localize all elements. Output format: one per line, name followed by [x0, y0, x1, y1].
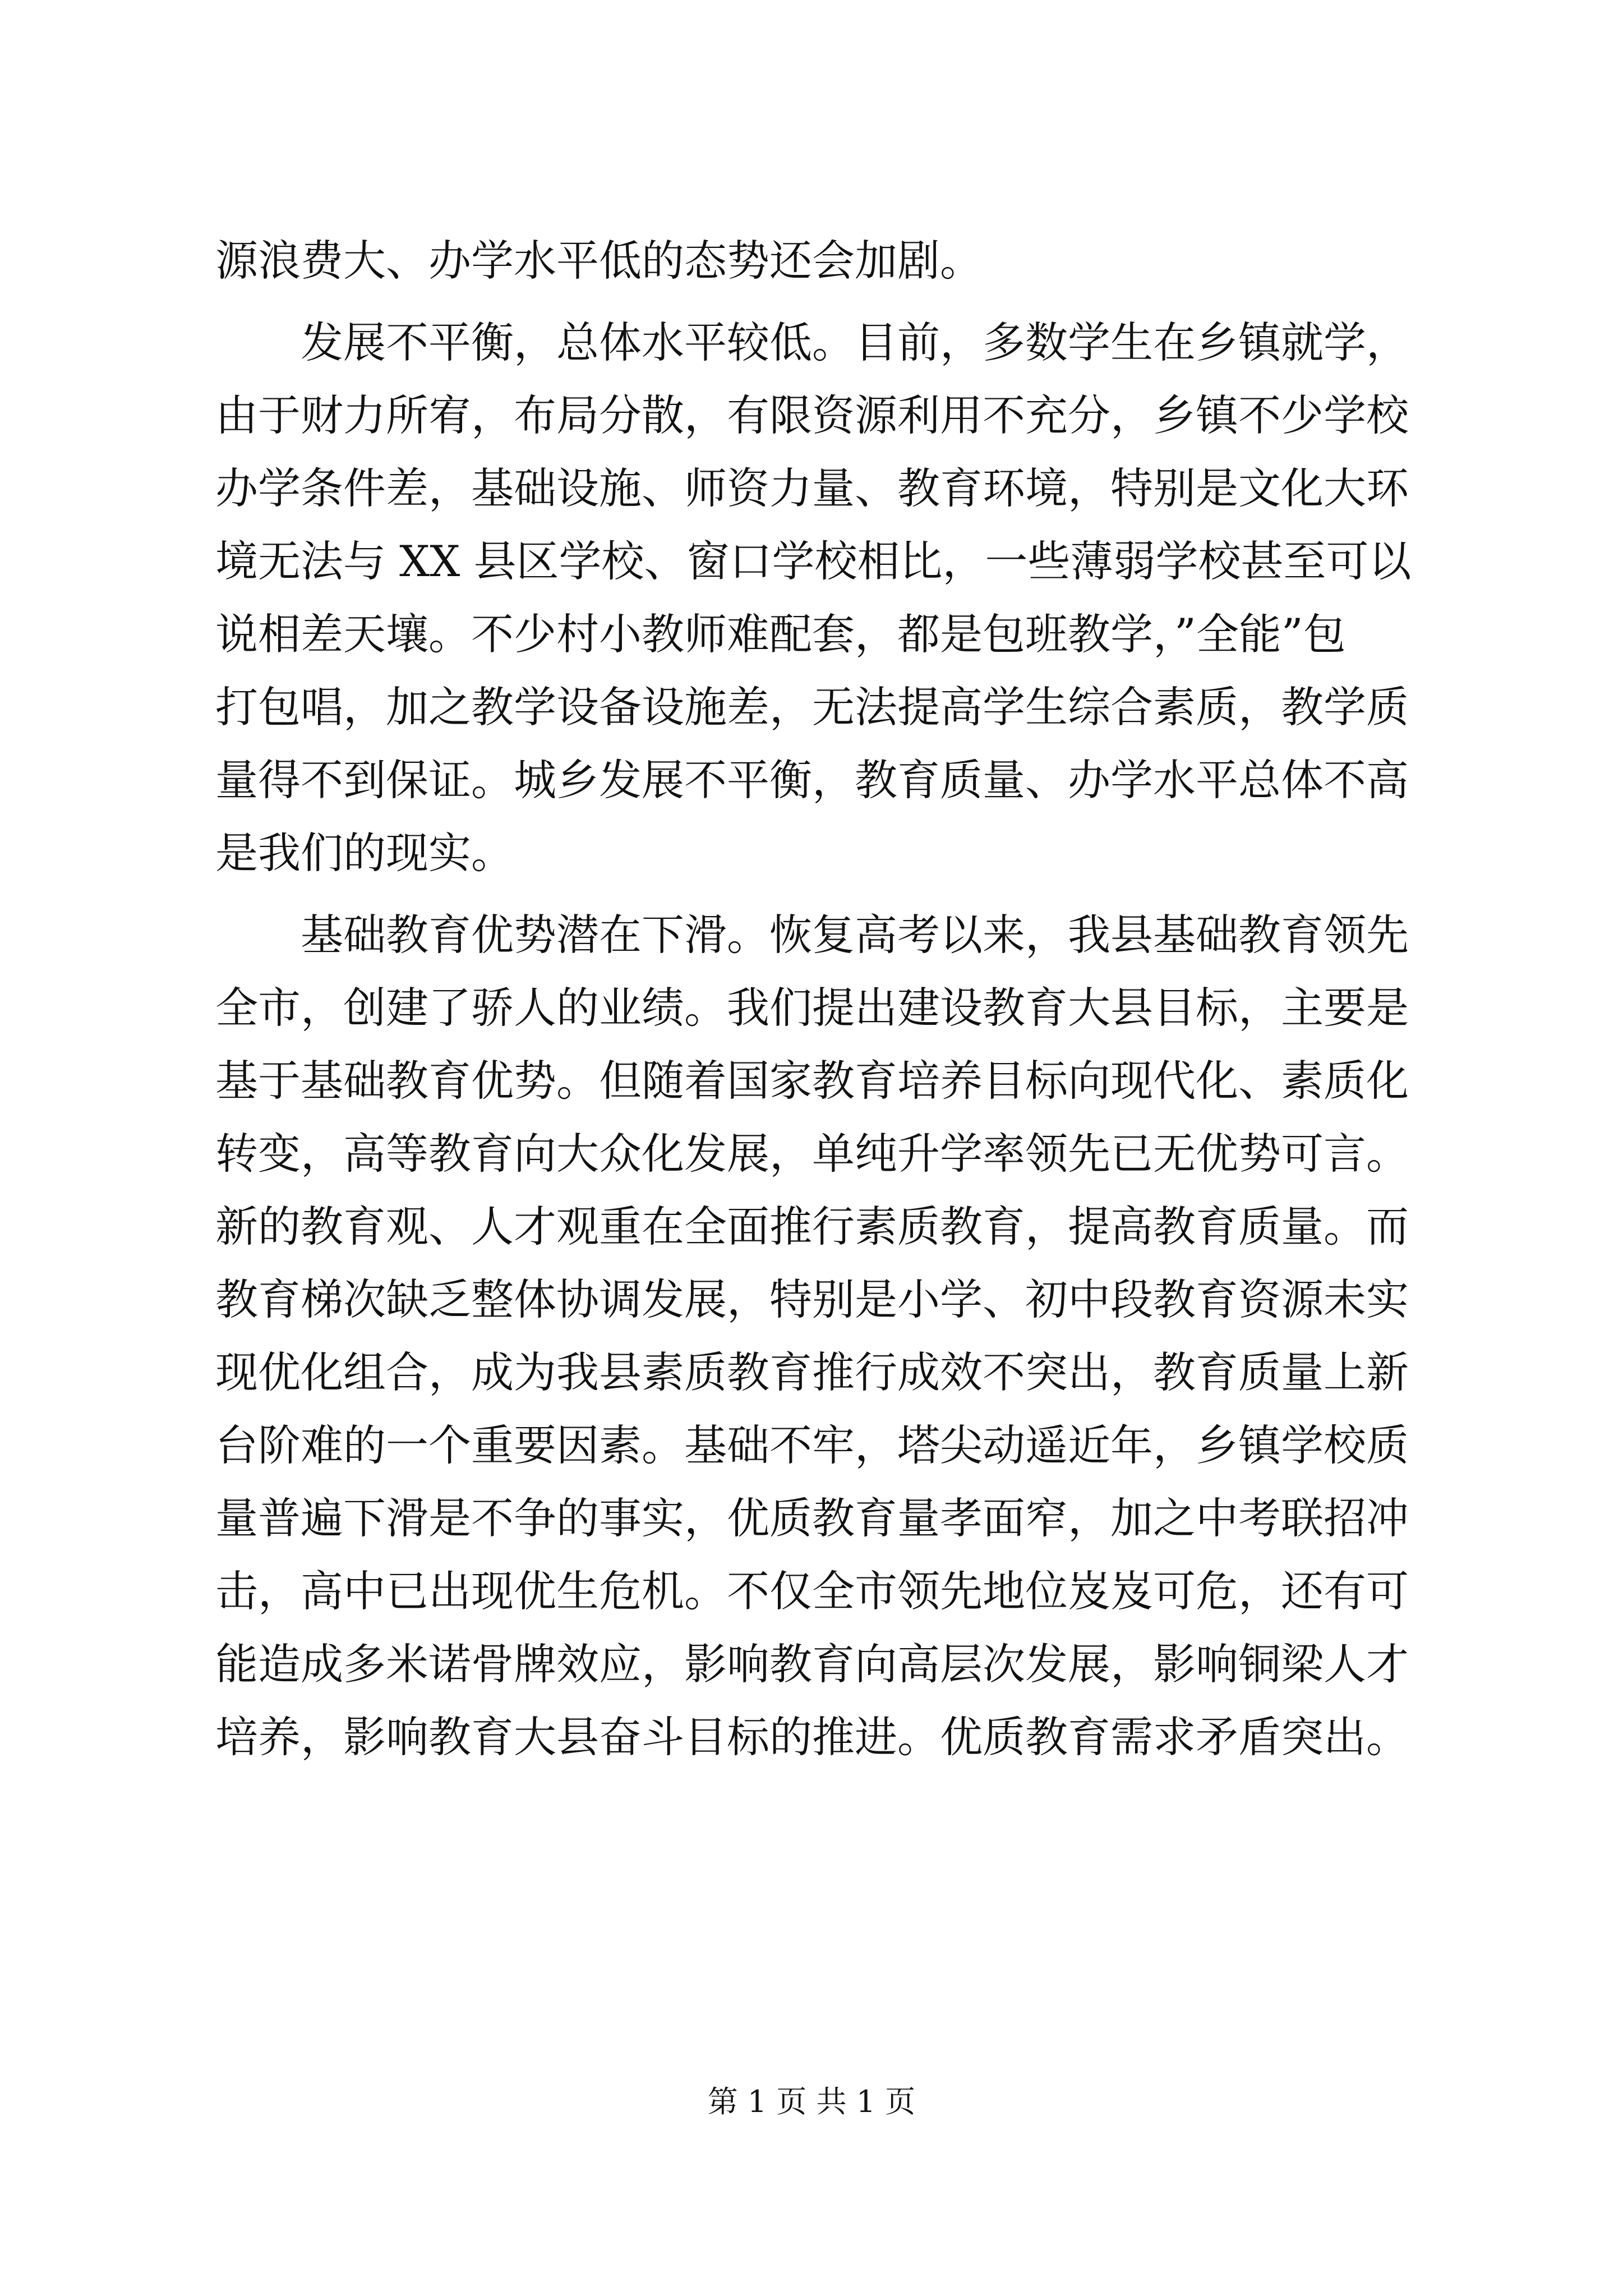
text-line: 说相差天壤。不少村小教师难配套，都是包班教学，”全能”包: [215, 609, 1346, 659]
page-footer: [0, 2082, 1623, 2122]
text-line: 打包唱，加之教学设备设施差，无法提高学生综合素质，教学质: [215, 682, 1409, 732]
text-line: 教育梯次缺乏整体协调发展，特别是小学、初中段教育资源未实: [215, 1274, 1409, 1324]
paragraph-gap: [215, 297, 1421, 306]
text-line: 由于财力所宥，布局分散，有限资源利用不充分，乡镇不少学校: [215, 390, 1409, 440]
text-line: 现优化组合，成为我县素质教育推行成效不突出，教育质量上新: [215, 1347, 1409, 1397]
document-body: [215, 224, 1421, 1774]
text-line: 能造成多米诺骨牌效应，影响教育向高层次发展，影响铜梁人才: [215, 1639, 1409, 1689]
text-line: 转变，高等教育向大众化发展，单纯升学率领先已无优势可言。: [215, 1129, 1409, 1179]
text-line: 量得不到保证。城乡发展不平衡，教育质量、办学水平总体不高: [215, 755, 1409, 805]
text-line: 办学条件差，基础设施、师资力量、教育环境，特别是文化大环: [215, 463, 1409, 513]
text-line: 击，高中已出现优生危机。不仅全市领先地位岌岌可危，还有可: [215, 1566, 1409, 1616]
text-line: 发展不平衡，总体水平较低。目前，多数学生在乡镇就学，: [215, 318, 1409, 367]
text-line: 源浪费大、办学水平低的态势还会加剧。: [215, 236, 983, 286]
text-line: 基础教育优势潜在下滑。恢复高考以来，我县基础教育领先: [215, 910, 1409, 960]
text-line: 基于基础教育优势。但随着国家教育培养目标向现代化、素质化: [215, 1056, 1409, 1106]
text-line: 台阶难的一个重要因素。基础不牢，塔尖动遥近年，乡镇学校质: [215, 1420, 1409, 1470]
page-number: 第 1 页 共 1 页: [707, 2084, 916, 2119]
text-line: 全市，创建了骄人的业绩。我们提出建设教育大县目标，主要是: [215, 983, 1409, 1033]
text-line: 是我们的现实。: [215, 828, 514, 878]
text-line: 新的教育观、人才观重在全面推行素质教育，提高教育质量。而: [215, 1202, 1409, 1251]
paragraph-gap: [215, 890, 1421, 899]
text-line: 量普遍下滑是不争的事实，优质教育量孝面窄，加之中考联招冲: [215, 1493, 1409, 1543]
text-line: 培养，影响教育大县奋斗目标的推进。优质教育需求矛盾突出。: [215, 1712, 1409, 1762]
text-line: 境无法与 XX 县区学校、窗口学校相比，一些薄弱学校甚至可以: [215, 536, 1412, 586]
